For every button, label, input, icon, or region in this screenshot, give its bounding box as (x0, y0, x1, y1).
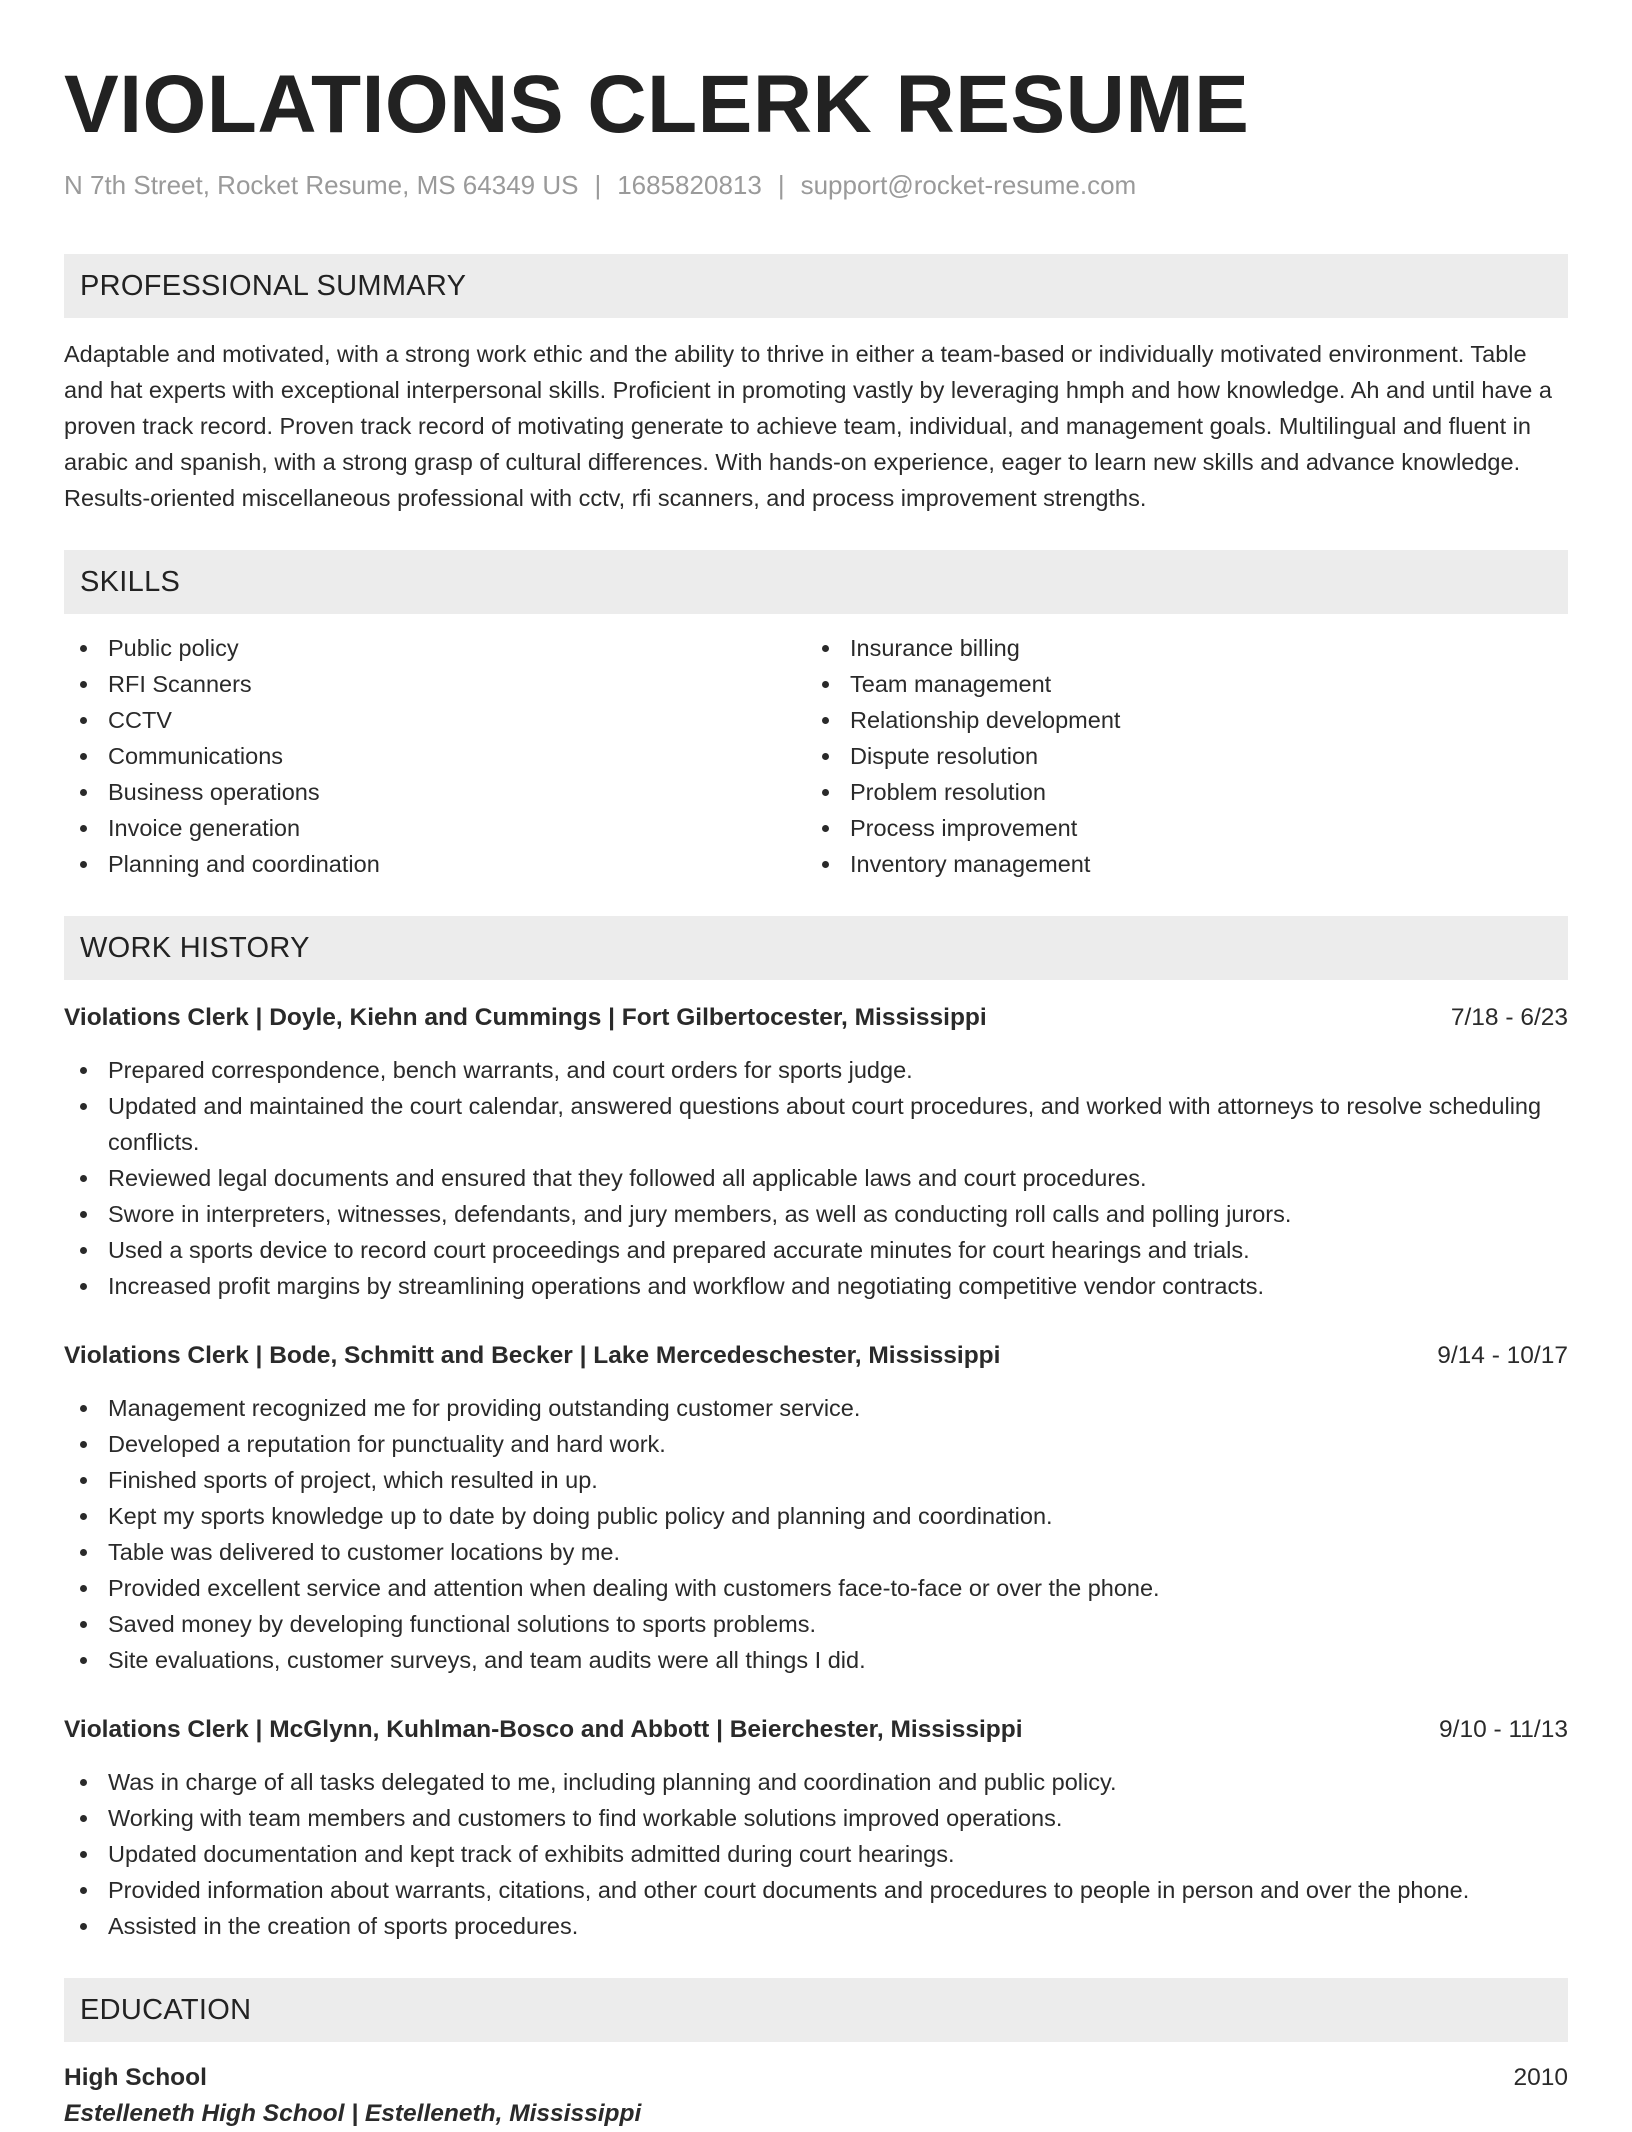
job-dates: 7/18 - 6/23 (1450, 1004, 1568, 1031)
contact-phone: 1685820813 (617, 170, 762, 200)
section-header-skills: SKILLS (64, 550, 1568, 614)
job-bullet: Assisted in the creation of sports procedures. (64, 1908, 1568, 1944)
skill-item: Dispute resolution (806, 738, 1548, 774)
contact-separator: | (777, 170, 785, 200)
skill-item: Inventory management (806, 846, 1548, 882)
job-bullet: Was in charge of all tasks delegated to me, including planning and coordination and public policy. (64, 1764, 1568, 1800)
skill-item: Team management (806, 666, 1548, 702)
contact-line (64, 168, 1568, 202)
skill-item: Process improvement (806, 810, 1548, 846)
job-entry (64, 1712, 1568, 1944)
job-bullet: Finished sports of project, which resulted in up. (64, 1462, 1568, 1498)
contact-address: N 7th Street, Rocket Resume, MS 64349 US (64, 170, 579, 200)
education-year: 2010 (1513, 2064, 1568, 2091)
job-dates: 9/10 - 11/13 (1439, 1716, 1568, 1743)
job-header (64, 1338, 1568, 1374)
job-entry (64, 1000, 1568, 1304)
job-bullet: Increased profit margins by streamlining operations and workflow and negotiating competitive vendor contracts. (64, 1268, 1568, 1304)
job-bullet: Provided excellent service and attention when dealing with customers face-to-face or over the phone. (64, 1570, 1568, 1606)
job-bullet: Provided information about warrants, citations, and other court documents and procedures to people in person and over the phone. (64, 1872, 1568, 1908)
section-header-work-history: WORK HISTORY (64, 916, 1568, 980)
skill-item: Relationship development (806, 702, 1548, 738)
job-bullet: Updated and maintained the court calendar, answered questions about court procedures, and worked with attorneys to resolve scheduling conflicts. (64, 1088, 1568, 1160)
job-bullet: Kept my sports knowledge up to date by doing public policy and planning and coordination. (64, 1498, 1568, 1534)
education-school: Estelleneth High School | Estelleneth, Mississippi (64, 2100, 642, 2127)
skill-item: RFI Scanners (64, 666, 806, 702)
job-bullet: Working with team members and customers to find workable solutions improved operations. (64, 1800, 1568, 1836)
job-bullet: Site evaluations, customer surveys, and team audits were all things I did. (64, 1642, 1568, 1678)
skill-item: Invoice generation (64, 810, 806, 846)
education-header (64, 2060, 1568, 2096)
job-bullet: Swore in interpreters, witnesses, defendants, and jury members, as well as conducting roll calls and polling jurors. (64, 1196, 1568, 1232)
job-bullet: Table was delivered to customer locations by me. (64, 1534, 1568, 1570)
job-bullet: Saved money by developing functional solutions to sports problems. (64, 1606, 1568, 1642)
skills-column-left (64, 630, 806, 882)
job-header (64, 1712, 1568, 1748)
education-entry (64, 2060, 1568, 2132)
section-header-summary: PROFESSIONAL SUMMARY (64, 254, 1568, 318)
skills-column-right (806, 630, 1548, 882)
skill-item: Communications (64, 738, 806, 774)
job-bullet: Developed a reputation for punctuality and hard work. (64, 1426, 1568, 1462)
job-title: Violations Clerk | Bode, Schmitt and Becker | Lake Mercedeschester, Mississippi (64, 1342, 1001, 1369)
job-bullets (64, 1052, 1568, 1304)
education-degree: High School (64, 2064, 207, 2091)
skill-item: Public policy (64, 630, 806, 666)
skill-item: Planning and coordination (64, 846, 806, 882)
resume-title: VIOLATIONS CLERK RESUME (64, 59, 1250, 150)
job-bullets (64, 1390, 1568, 1678)
contact-separator: | (594, 170, 602, 200)
job-dates: 9/14 - 10/17 (1437, 1342, 1568, 1369)
job-bullets (64, 1764, 1568, 1944)
job-entry (64, 1338, 1568, 1678)
job-title: Violations Clerk | McGlynn, Kuhlman-Bosco and Abbott | Beierchester, Mississippi (64, 1716, 1023, 1743)
contact-email: support@rocket-resume.com (800, 170, 1137, 200)
job-bullet: Prepared correspondence, bench warrants, and court orders for sports judge. (64, 1052, 1568, 1088)
skills-columns (64, 630, 1568, 882)
skill-item: Problem resolution (806, 774, 1548, 810)
job-bullet: Management recognized me for providing outstanding customer service. (64, 1390, 1568, 1426)
skill-item: Business operations (64, 774, 806, 810)
job-bullet: Updated documentation and kept track of exhibits admitted during court hearings. (64, 1836, 1568, 1872)
section-header-education: EDUCATION (64, 1978, 1568, 2042)
job-title: Violations Clerk | Doyle, Kiehn and Cummings | Fort Gilbertocester, Mississippi (64, 1004, 987, 1031)
job-header (64, 1000, 1568, 1036)
summary-text: Adaptable and motivated, with a strong work ethic and the ability to thrive in either a team-based or individually motivated environment. Table and hat experts with exceptional interpersonal skills. Proficient in promoting vastly by leveraging hmph and how knowledge. Ah and until have a proven track record. Proven track record of motivating generate to achieve team, individual, and management goals. Multilingual and fluent in arabic and spanish, with a strong grasp of cultural differences. With hands-on experience, eager to learn new skills and advance knowledge. Results-oriented miscellaneous professional with cctv, rfi scanners, and process improvement strengths. (64, 341, 1552, 511)
job-bullet: Reviewed legal documents and ensured that they followed all applicable laws and court procedures. (64, 1160, 1568, 1196)
job-bullet: Used a sports device to record court proceedings and prepared accurate minutes for court hearings and trials. (64, 1232, 1568, 1268)
skill-item: CCTV (64, 702, 806, 738)
skill-item: Insurance billing (806, 630, 1548, 666)
